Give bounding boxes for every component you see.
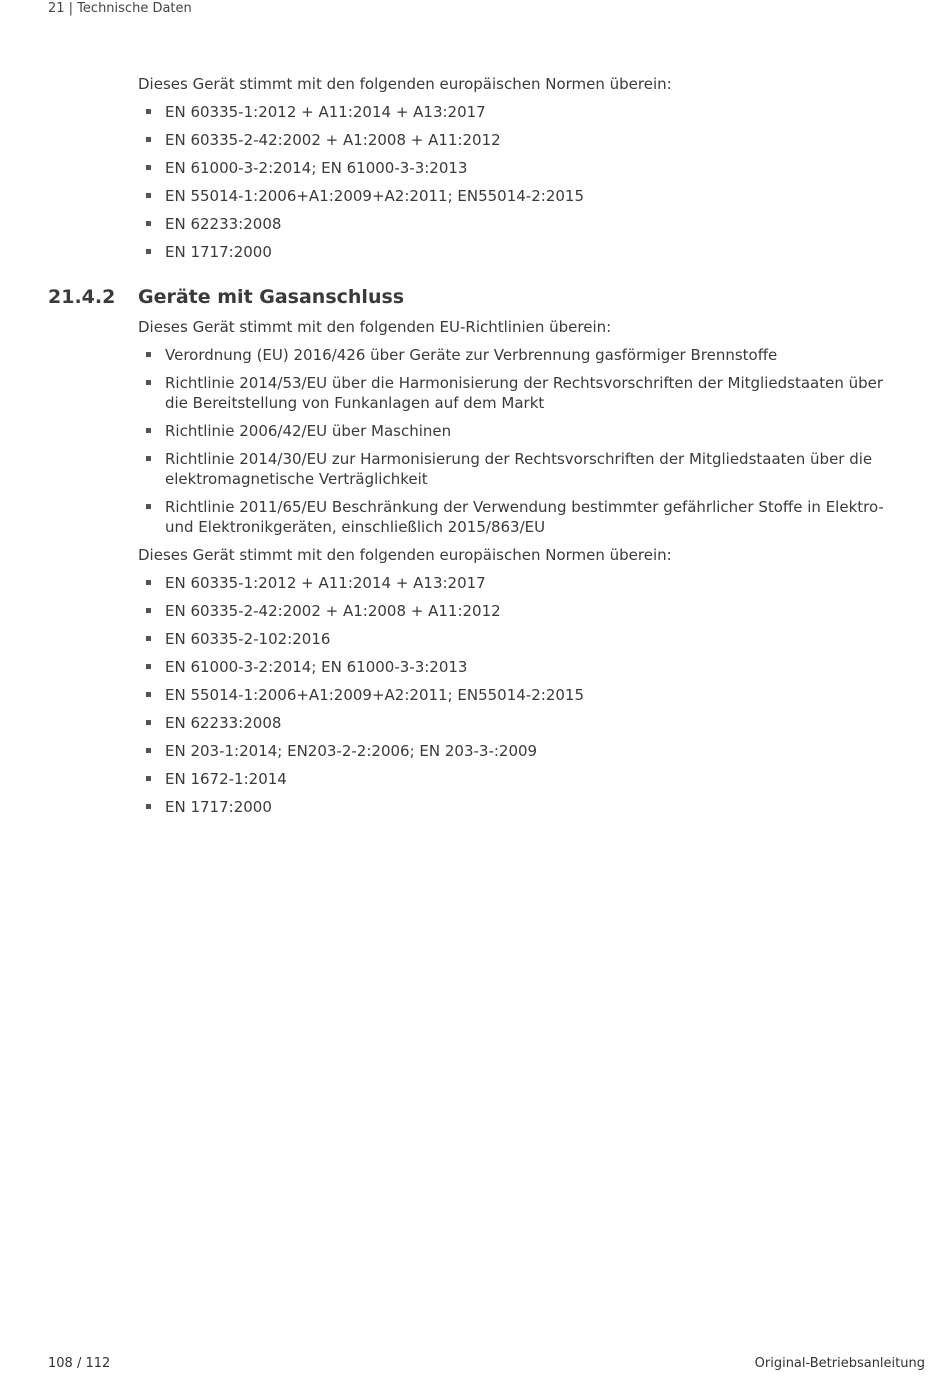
bullet-icon — [146, 352, 151, 357]
bullet-icon — [146, 504, 151, 509]
norms-intro: Dieses Gerät stimmt mit den folgenden europäischen Normen überein: — [138, 75, 672, 93]
bullet-icon — [146, 428, 151, 433]
bullet-icon — [146, 608, 151, 613]
list-item-text: EN 60335-1:2012 + A11:2014 + A13:2017 — [165, 574, 486, 592]
page-number: 108 / 112 — [48, 1356, 111, 1371]
page-content — [48, 74, 898, 825]
list-item-text: Richtlinie 2014/30/EU zur Harmonisierung der Rechtsvorschriften der Mitgliedstaaten über die elektromagnetische Verträglichkeit — [165, 450, 873, 488]
bullet-icon — [146, 720, 151, 725]
list-item — [138, 629, 898, 649]
bullet-icon — [146, 109, 151, 114]
list-item — [138, 685, 898, 705]
list-item-text: EN 60335-2-102:2016 — [165, 630, 331, 648]
list-item — [138, 158, 898, 178]
list-item-text: EN 61000-3-2:2014; EN 61000-3-3:2013 — [165, 159, 468, 177]
section-heading — [48, 285, 898, 309]
section-number: 21.4.2 — [48, 286, 116, 308]
list-item — [138, 497, 898, 537]
bullet-icon — [146, 249, 151, 254]
bullet-icon — [146, 165, 151, 170]
list-item — [138, 102, 898, 122]
gas-norms-list — [138, 573, 898, 817]
list-item-text: EN 60335-2-42:2002 + A1:2008 + A11:2012 — [165, 602, 501, 620]
bullet-icon — [146, 748, 151, 753]
list-item-text: EN 1717:2000 — [165, 798, 272, 816]
list-item — [138, 657, 898, 677]
list-item — [138, 421, 898, 441]
bullet-icon — [146, 221, 151, 226]
list-item-text: Verordnung (EU) 2016/426 über Geräte zur Verbrennung gasförmiger Brennstoffe — [165, 346, 778, 364]
directives-list — [138, 345, 898, 537]
list-item-text: EN 60335-1:2012 + A11:2014 + A13:2017 — [165, 103, 486, 121]
list-item — [138, 573, 898, 593]
list-item — [138, 345, 898, 365]
bullet-icon — [146, 137, 151, 142]
list-item-text: EN 55014-1:2006+A1:2009+A2:2011; EN55014-2:2015 — [165, 187, 584, 205]
list-item-text: EN 61000-3-2:2014; EN 61000-3-3:2013 — [165, 658, 468, 676]
bullet-icon — [146, 636, 151, 641]
bullet-icon — [146, 804, 151, 809]
list-item-text: Richtlinie 2011/65/EU Beschränkung der Verwendung bestimmter gefährlicher Stoffe in Elektro- und Elektronikgeräten, einschließlich 2015/863/EU — [165, 498, 884, 536]
bullet-icon — [146, 664, 151, 669]
section-title: Geräte mit Gasanschluss — [138, 286, 405, 308]
bullet-icon — [146, 776, 151, 781]
list-item-text: EN 1672-1:2014 — [165, 770, 287, 788]
list-item — [138, 741, 898, 761]
bullet-icon — [146, 380, 151, 385]
list-item — [138, 130, 898, 150]
bullet-icon — [146, 193, 151, 198]
document-title: Original-Betriebsanleitung — [754, 1356, 925, 1371]
directives-intro: Dieses Gerät stimmt mit den folgenden EU-Richtlinien überein: — [138, 318, 612, 336]
list-item-text: EN 60335-2-42:2002 + A1:2008 + A11:2012 — [165, 131, 501, 149]
list-item — [138, 214, 898, 234]
list-item — [138, 373, 898, 413]
list-item-text: EN 203-1:2014; EN203-2-2:2006; EN 203-3-:2009 — [165, 742, 538, 760]
list-item — [138, 449, 898, 489]
running-header: 21 | Technische Daten — [48, 1, 192, 16]
list-item-text: EN 62233:2008 — [165, 714, 282, 732]
list-item — [138, 713, 898, 733]
bullet-icon — [146, 692, 151, 697]
gas-norms-intro: Dieses Gerät stimmt mit den folgenden europäischen Normen überein: — [138, 546, 672, 564]
list-item — [138, 601, 898, 621]
list-item-text: Richtlinie 2014/53/EU über die Harmonisierung der Rechtsvorschriften der Mitgliedstaaten über die Bereitstellung von Funkanlagen auf dem Markt — [165, 374, 884, 412]
bullet-icon — [146, 456, 151, 461]
norms-list — [138, 102, 898, 262]
list-item — [138, 769, 898, 789]
list-item — [138, 242, 898, 262]
list-item-text: EN 55014-1:2006+A1:2009+A2:2011; EN55014-2:2015 — [165, 686, 584, 704]
bullet-icon — [146, 580, 151, 585]
list-item — [138, 797, 898, 817]
list-item-text: EN 62233:2008 — [165, 215, 282, 233]
list-item — [138, 186, 898, 206]
list-item-text: EN 1717:2000 — [165, 243, 272, 261]
list-item-text: Richtlinie 2006/42/EU über Maschinen — [165, 422, 452, 440]
